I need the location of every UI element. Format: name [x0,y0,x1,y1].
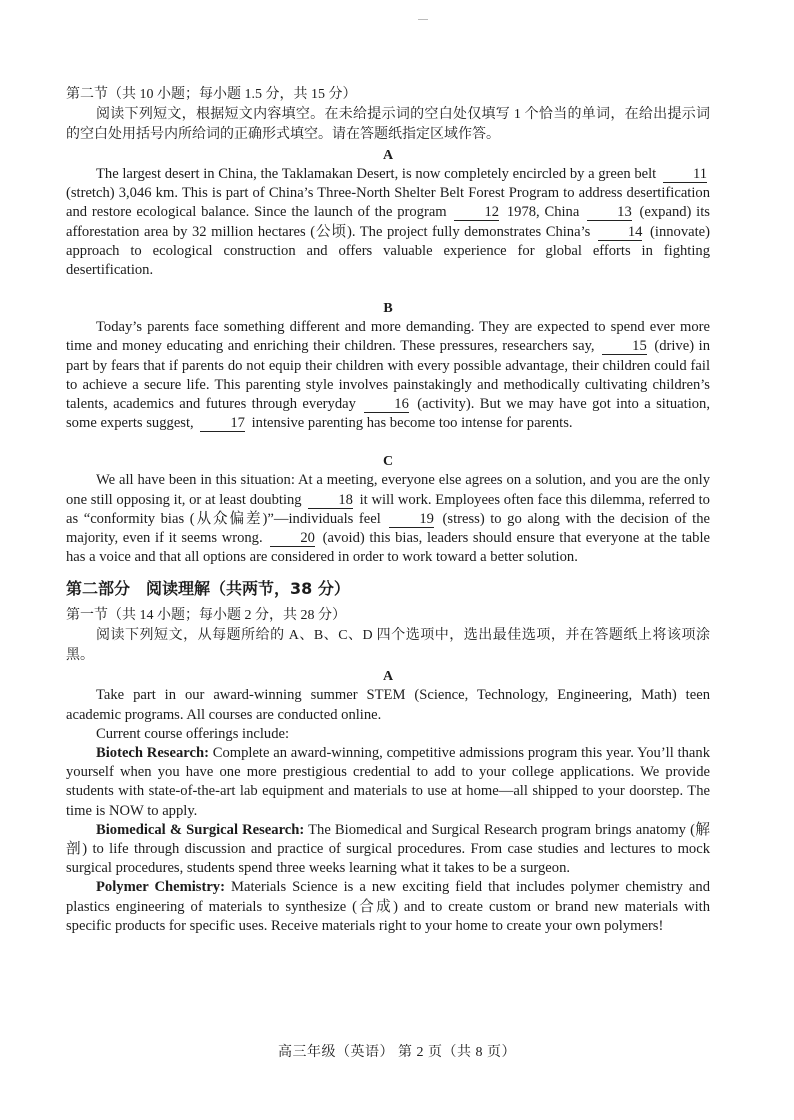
section-instruction: 阅读下列短文，根据短文内容填空。在未给提示词的空白处仅填写 1 个恰当的单词，在给出提示词的空白处用括号内所给词的正确形式填空。请在答题纸指定区域作答。 [66,107,710,142]
passage-text: Today’s parents face something different and more demanding. They are expected to spend ever more time and money educating and enriching their children. These pressures, researchers say, [66,319,710,355]
course-biomedical [66,821,710,879]
scan-mark [418,19,428,20]
blank-12[interactable]: 12 [454,205,499,221]
passage-text: (avoid) this bias, leaders should ensure that everyone at the table has a voice and that all options are considered in order to work toward a better solution. [66,530,710,566]
blank-11[interactable]: 11 [663,167,707,183]
passage-a-letter: A [382,148,394,163]
passage-text: it will work. Employees often face this dilemma, referred to as “conformity bias (从众偏差)”—individuals feel [66,491,710,527]
passage-b [66,318,710,433]
passage-a [66,165,710,280]
part-heading: 第一节（共 14 小题；每小题 2 分，共 28 分） [66,608,346,624]
blank-15[interactable]: 15 [602,339,647,355]
blank-13[interactable]: 13 [587,205,632,221]
reading-a-letter: A [382,669,394,685]
passage-text: (stretch) 3,046 km. This is part of China’s Three-North Shelter Belt Forest Program to address desertification and restore ecological balance. Since the launch of the program [66,185,710,221]
course-text: Complete an award-winning, competitive admissions program this year. You’ll thank yourself when you have one more prestigious credential to add to your college applications. We provide students with state-of-the-art lab equipment and materials to use at home—all shipped to your doorstep. The time is NOW to apply. [66,745,710,819]
course-offerings-label: Current course offerings include: [96,725,290,742]
course-biotech [66,744,710,821]
passage-text: (expand) its afforestation area by 32 million hectares (公顷). The project fully demonstrates China’s [66,204,710,240]
page-footer: 高三年级（英语） 第 2 页（共 8 页） [278,1045,516,1060]
passage-b-letter: B [383,301,393,317]
course-title: Biomedical & Surgical Research: [96,821,305,838]
blank-19[interactable]: 19 [389,512,434,528]
blank-14[interactable]: 14 [598,225,643,241]
course-title: Polymer Chemistry: [96,879,225,896]
part-instruction: 阅读下列短文，从每题所给的 A、B、C、D 四个选项中，选出最佳选项，并在答题纸上将该项涂黑。 [66,628,710,664]
section-heading: 第二节（共 10 小题；每小题 1.5 分，共 15 分） [66,87,357,102]
passage-text: (innovate) approach to ecological construction and offers valuable experience for global efforts in fighting desertification. [66,223,711,279]
passage-text: intensive parenting has become too intense for parents. [251,415,573,432]
blank-20[interactable]: 20 [270,531,315,547]
blank-17[interactable]: 17 [200,416,245,432]
passage-text: (stress) to go along with the decision of the majority, even if it seems wrong. [66,510,710,547]
course-title: Biotech Research: [96,745,209,762]
blank-16[interactable]: 16 [364,397,409,413]
course-polymer [66,878,710,936]
passage-text: 1978, China [506,204,580,221]
passage-text: The largest desert in China, the Taklamakan Desert, is now completely encircled by a green belt [96,166,657,182]
course-text: Materials Science is a new exciting field that includes polymer chemistry and plastics engineering of materials to synthesize (合成) and to create custom or brand new materials with specific products for specific uses. Receive materials right to your home to create your own polymers! [66,879,710,934]
passage-text: We all have been in this situation: At a meeting, everyone else agrees on a solution, and you are the only one still opposing it, or at least doubting [66,472,710,508]
blank-18[interactable]: 18 [308,493,353,509]
passage-text: (drive) in part by fears that if parents do not equip their children with every possible advantage, their children could fail to achieve a secure life. This parenting style involves painstakingly and methodically cultivating children’s talents, academics and futures through everyday [66,338,710,413]
part-title: 第二部分 阅读理解（共两节，38 分） [66,579,350,599]
exam-page [66,85,710,936]
passage-c [66,471,710,567]
course-text: The Biomedical and Surgical Research program brings anatomy (解剖) to life through discussion and practice of surgical procedures. From case studies and lectures to mock surgical procedures, students spend three weeks learning what it takes to be a surgeon. [66,821,710,877]
passage-text: (activity). But we may have got into a situation, some experts suggest, [66,396,710,432]
passage-c-letter: C [382,454,394,470]
reading-intro: Take part in our award-winning summer STEM (Science, Technology, Engineering, Math) teen academic programs. All courses are conducted online. [66,687,710,723]
